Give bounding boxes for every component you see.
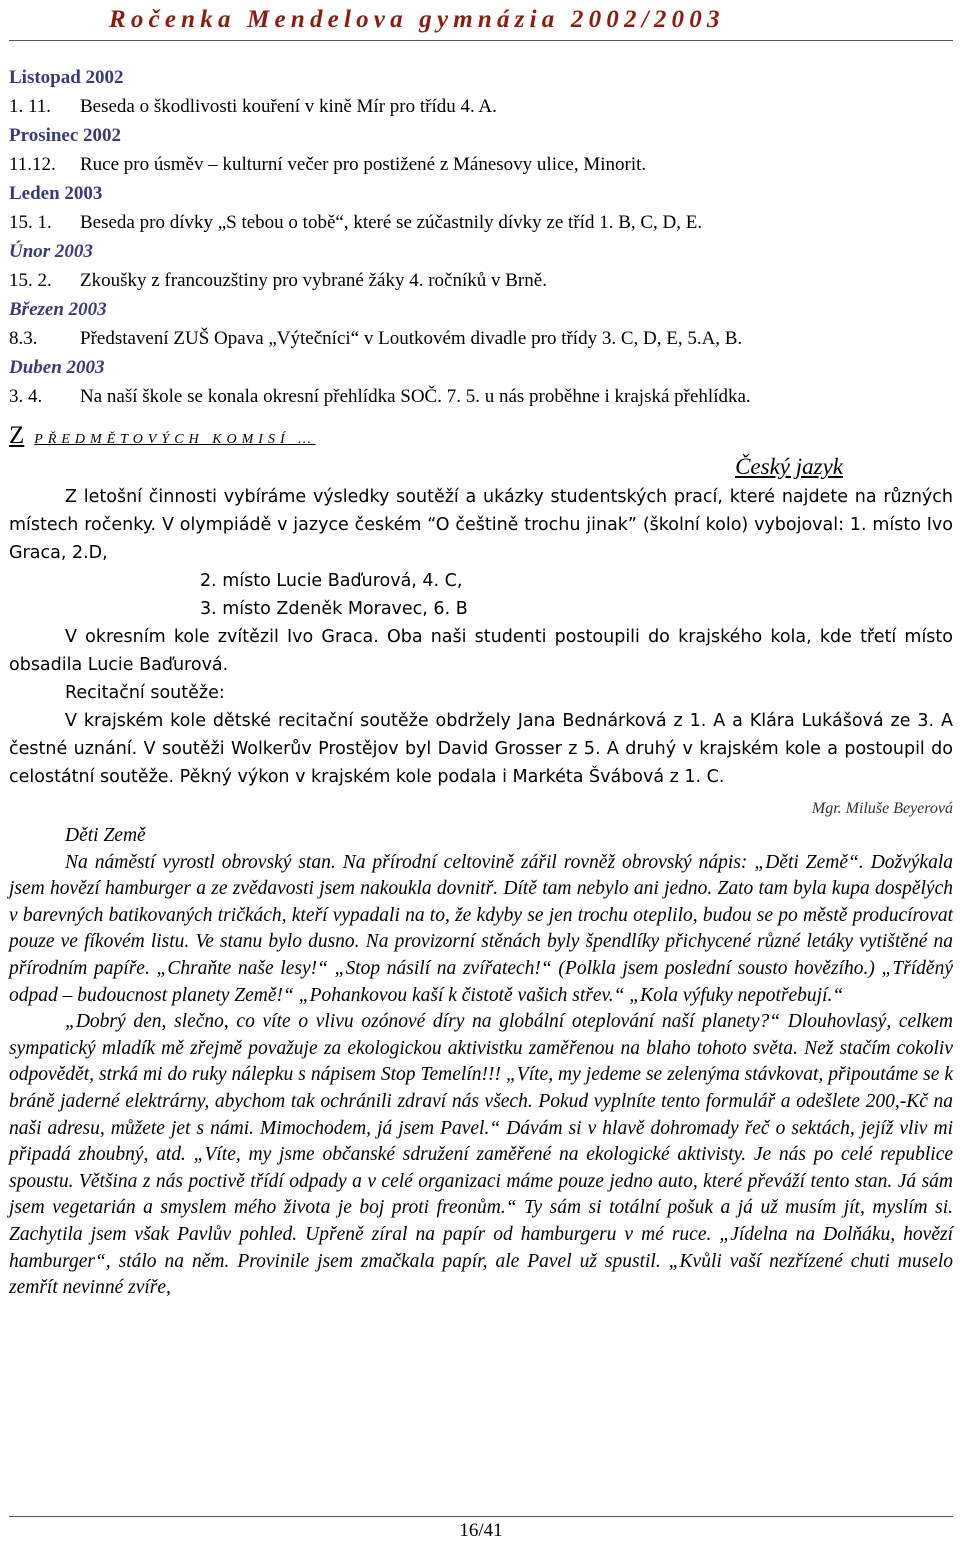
recitation-title: Recitační soutěže: bbox=[65, 683, 225, 703]
month-heading: Únor 2003 bbox=[9, 241, 93, 262]
story-section bbox=[9, 823, 953, 1302]
story-paragraph-1: Na náměstí vyrostl obrovský stan. Na přírodní celtovině zářil rovněž obrovský nápis: „Děti Země“. Dožvýkala jsem hovězí hamburger a ze zvědavosti jsem nakoukla dovnitř. Dítě tam nebylo ani jedno. Zato tam byla kupa dospělých v barevných batikovaných tričkách, kteří vypadali na to, že kdyby se jen trochu oteplilo, budou se po městě producírovat pouze ve fíkovém listu. Ve stanu bylo dusno. Na provizorní stěnách byly špendlíky přichycené různé letáky vytištěné na přírodním papíře. „Chraňte naše lesy!“ „Stop násilí na zvířatech!“ (Polkla jsem poslední sousto hovězího.) „Tříděný odpad – budoucnost planety Země!“ „Pohankovou kaší k čistotě vašich střev.“ „Kola výfuky nepotřebují.“ bbox=[9, 851, 953, 1006]
month-heading: Leden 2003 bbox=[9, 183, 103, 204]
subject-heading: Český jazyk bbox=[735, 454, 843, 479]
month-heading: Duben 2003 bbox=[9, 357, 105, 378]
event-date: 3. 4. bbox=[9, 386, 43, 407]
month-heading: Listopad 2002 bbox=[9, 67, 124, 88]
story-title: Děti Země bbox=[65, 825, 146, 846]
event-row bbox=[9, 266, 953, 295]
event-text: Ruce pro úsměv – kulturní večer pro postižené z Mánesovy ulice, Minorit. bbox=[80, 154, 647, 175]
event-text: Představení ZUŠ Opava „Výtečníci“ v Loutkovém divadle pro třídy 3. C, D, E, 5.A, B. bbox=[80, 328, 743, 349]
yearbook-title: Ročenka Mendelova gymnázia 2002/2003 bbox=[109, 6, 725, 33]
event-row bbox=[9, 208, 953, 237]
event-date: 1. 11. bbox=[9, 96, 52, 117]
month-heading: Prosinec 2002 bbox=[9, 125, 122, 146]
czech-paragraph-2: V okresním kole zvítězil Ivo Graca. Oba naši studenti postoupili do krajského kola, kde třetí místo obsadila Lucie Baďurová. bbox=[9, 627, 953, 675]
page-number: 16/41 bbox=[459, 1520, 503, 1541]
czech-paragraph-1: Z letošní činnosti vybíráme výsledky soutěží a ukázky studentských prací, které najdete na různých místech ročenky. V olympiádě v jazyce českém “O češtině trochu jinak” (školní kolo) vybojoval: 1. místo Ivo Graca, 2.D, bbox=[9, 487, 953, 563]
czech-section bbox=[9, 483, 953, 791]
event-row bbox=[9, 382, 953, 411]
section-initial: Z bbox=[9, 422, 25, 449]
story-paragraph-2: „Dobrý den, slečno, co víte o vlivu ozónové díry na globální oteplování naší planety?“ Dlouhovlasý, celkem sympatický mladík mě zřejmě považuje za ekologickou aktivistku zaměřenou na blaho tohoto světa. Než stačím cokoliv odpovědět, strká mi do ruky nálepku s nápisem Stop Temelín!!! „Víte, my jedeme se zelenýma stávkovat, připoutáme se k bráně jaderné elektrárny, abychom tak ochránili zdraví nás všech. Pokud vyplníte tento formulář a odešlete 200,-Kč na naši adresu, můžete jet s námi. Mimochodem, já jsem Pavel.“ Dávám si v hlavě dohromady řeč o sektách, jejíž vliv mi připadá zhoubný, atd. „Víte, my jsme občanské sdružení zaměřené na ekologické aktivisty. Je nás po celé republice spoustu. Většina z nás poctivě třídí odpady a v celé organizaci máme pouze jedno auto, které převáží tento stan. Já sám jsem vegetarián a smyslem mého života je boj proti freonům.“ Ty sám si totální pošuk a já už musím jít, myslím si. Zachytila jsem však Pavlův pohled. Upřeně zíral na papír od hamburgeru v mé ruce. „Jídelna na Dolňáku, hovězí hamburger“, stálo na něm. Provinile jsem zmačkala papír, ale Pavel už spustil. „Kvůli vaší nezřízené chuti muselo zemřít nevinné zvíře, bbox=[9, 1011, 953, 1299]
section-heading bbox=[9, 421, 953, 451]
event-text: Zkoušky z francouzštiny pro vybrané žáky 4. ročníků v Brně. bbox=[80, 270, 547, 291]
event-text: Beseda pro dívky „S tebou o tobě“, které se zúčastnily dívky ze tříd 1. B, C, D, E. bbox=[80, 212, 703, 233]
event-row bbox=[9, 150, 953, 179]
footer-divider bbox=[9, 1516, 953, 1517]
czech-paragraph-3: V krajském kole dětské recitační soutěže obdržely Jana Bednárková z 1. A a Klára Lukášová ze 3. A čestné uznání. V soutěži Wolkerův Prostějov byl David Grosser z 5. A druhý v krajském kole a postoupil do celostátní soutěže. Pěkný výkon v krajském kole podala i Markéta Švábová z 1. C. bbox=[9, 711, 953, 787]
placement-2: 2. místo Lucie Baďurová, 4. C, bbox=[200, 571, 463, 591]
section-title: PŘEDMĚTOVÝCH KOMISÍ … bbox=[34, 432, 316, 447]
event-date: 8.3. bbox=[9, 328, 38, 349]
page bbox=[9, 0, 953, 1302]
event-date: 15. 1. bbox=[9, 212, 52, 233]
event-row bbox=[9, 92, 953, 121]
event-date: 11.12. bbox=[9, 154, 56, 175]
page-header bbox=[9, 0, 953, 41]
event-text: Beseda o škodlivosti kouření v kině Mír pro třídu 4. A. bbox=[80, 96, 497, 117]
event-date: 15. 2. bbox=[9, 270, 52, 291]
month-heading: Březen 2003 bbox=[9, 299, 107, 320]
page-footer bbox=[9, 1520, 953, 1542]
placement-3: 3. místo Zdeněk Moravec, 6. B bbox=[200, 599, 468, 619]
event-text: Na naší škole se konala okresní přehlídka SOČ. 7. 5. u nás proběhne i krajská přehlídka. bbox=[80, 386, 751, 407]
events-calendar bbox=[9, 63, 953, 411]
author-signature: Mgr. Miluše Beyerová bbox=[811, 800, 953, 817]
event-row bbox=[9, 324, 953, 353]
